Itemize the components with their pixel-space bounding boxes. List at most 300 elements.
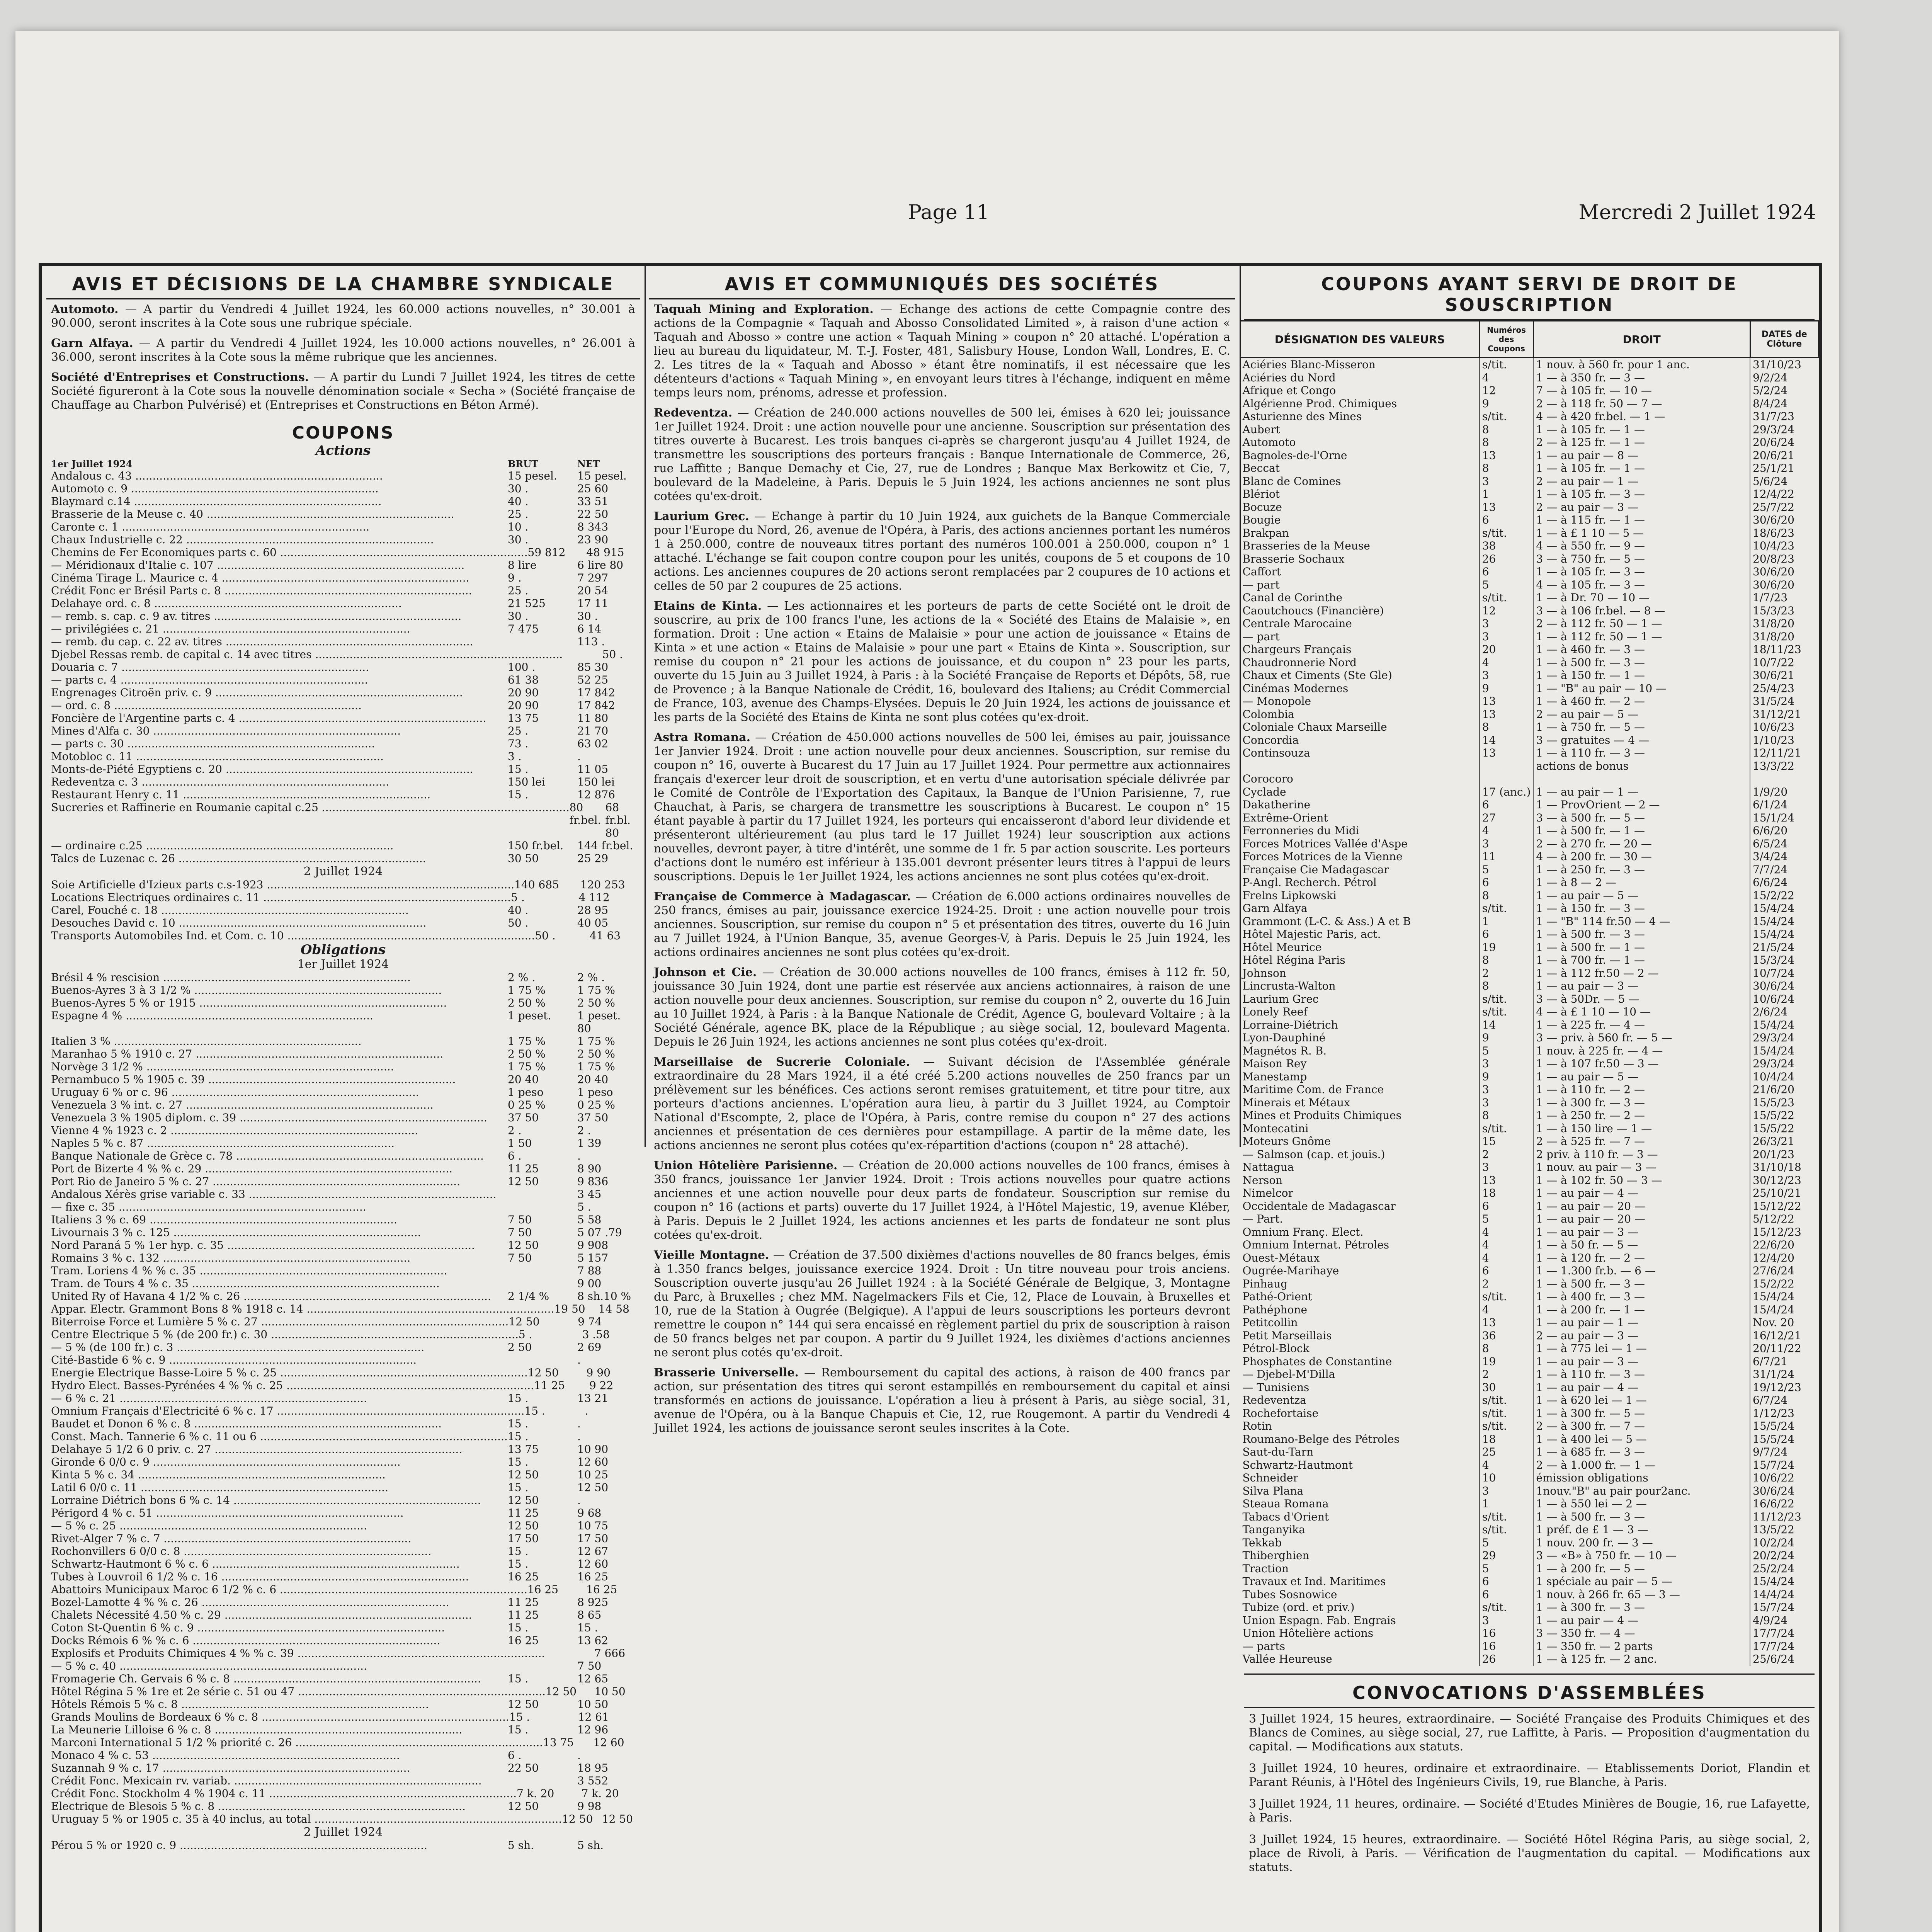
list-item	[42, 1354, 645, 1366]
cell-date: 4/9/24	[1750, 1614, 1818, 1627]
table-row	[1240, 1303, 1819, 1316]
table-row	[1240, 1005, 1819, 1019]
cell-coupon: 6	[1480, 798, 1534, 811]
cell-date: 15/4/24	[1750, 1044, 1818, 1058]
cell-coupon: 27	[1480, 811, 1534, 825]
cell-date: 31/8/20	[1750, 617, 1818, 630]
item-brut: 25 .	[508, 724, 529, 737]
avis-paragraph	[645, 596, 1240, 728]
cell-designation: Tabacs d'Orient	[1242, 1510, 1329, 1523]
item-net: 6 14	[577, 622, 602, 635]
item-net: 10 90	[577, 1443, 609, 1456]
cell-droit: 1 — à 350 fr. — 3 —	[1533, 371, 1750, 384]
cell-droit: 4 — à 420 fr.bel. — 1 —	[1533, 410, 1750, 423]
item-brut: 12 50	[508, 1494, 539, 1507]
item-net: 2 % .	[577, 971, 605, 984]
item-name: — 5 % (de 100 fr.) c. 3 ........................................................................	[51, 1341, 425, 1354]
table-row	[1240, 850, 1819, 863]
list-item	[42, 1111, 645, 1124]
cell-designation: Rotin	[1242, 1420, 1272, 1432]
main-frame	[39, 263, 1822, 1932]
cell-coupon: 13	[1480, 747, 1534, 760]
item-name: Crédit Fonc er Brésil Parts c. 8 ........................................................................	[51, 584, 472, 597]
list-item	[42, 1456, 645, 1468]
list-item	[42, 1048, 645, 1060]
list-item	[42, 724, 645, 737]
item-net: 144 fr.bel.	[577, 839, 633, 852]
cell-designation: Nattagua	[1242, 1161, 1294, 1173]
cell-date: 17/7/24	[1750, 1640, 1818, 1653]
table-row	[1240, 358, 1819, 371]
item-brut: 61 38	[508, 673, 539, 686]
item-brut: 17 50	[508, 1532, 539, 1545]
page-header	[39, 201, 1816, 232]
item-net: 7 666	[594, 1647, 626, 1660]
table-row	[1240, 475, 1819, 488]
table-row	[1240, 1471, 1819, 1485]
item-net: 20 54	[577, 584, 609, 597]
item-name: Norvège 3 1/2 % ........................................................................	[51, 1060, 394, 1073]
cell-droit: 3 — à 750 fr. — 5 —	[1533, 553, 1750, 566]
list-item	[42, 1519, 645, 1532]
list-item	[42, 904, 645, 917]
item-net: 2 69	[577, 1341, 602, 1354]
cell-designation: Algérienne Prod. Chimiques	[1242, 397, 1397, 410]
table-row	[1240, 954, 1819, 967]
cell-date: 15/7/24	[1750, 1459, 1818, 1472]
cell-coupon: 6	[1480, 1575, 1534, 1588]
avis-text: — A partir du Lundi 7 Juillet 1924, les titres de cette Société figureront à la Cote sous la nouvelle dénomination sociale « Secha » (Société française de Chauffage au Charbon Pulvérisé) et (Entreprises et Constructions en Béton Armé).	[51, 371, 635, 412]
list-item	[42, 763, 645, 776]
list-item	[42, 699, 645, 712]
item-net: 13 62	[577, 1634, 609, 1647]
cell-date: 11/12/23	[1750, 1510, 1818, 1524]
cell-designation: Steaua Romana	[1242, 1497, 1329, 1510]
cell-coupon: 26	[1480, 553, 1534, 566]
cell-coupon: 4	[1480, 1238, 1534, 1252]
cell-droit: 4 — à £ 1 10 — 10 —	[1533, 1005, 1750, 1019]
item-net: 5 157	[577, 1252, 609, 1264]
item-name: Italien 3 % ........................................................................	[51, 1035, 362, 1048]
cell-droit: 1 — à 400 fr. — 3 —	[1533, 1290, 1750, 1303]
item-brut: 11 25	[534, 1379, 565, 1392]
item-name: Grands Moulins de Bordeaux 6 % c. 8 ........................................................................	[51, 1711, 509, 1723]
cell-date: 15/2/22	[1750, 1277, 1818, 1291]
cell-date: 31/12/21	[1750, 708, 1818, 721]
list-item	[42, 1162, 645, 1175]
item-net: 11 05	[577, 763, 609, 776]
cell-date: 15/3/24	[1750, 954, 1818, 967]
cell-date: 25/2/24	[1750, 1562, 1818, 1575]
table-row	[1240, 371, 1819, 384]
cell-coupon: 19	[1480, 941, 1534, 954]
cell-date: 5/12/22	[1750, 1213, 1818, 1226]
cell-designation: Brasserie Sochaux	[1242, 552, 1345, 565]
item-name: Fromagerie Ch. Gervais 6 % c. 8 ........................................................................	[51, 1672, 481, 1685]
cell-date: 3/4/24	[1750, 850, 1818, 863]
cell-date: 10/7/24	[1750, 967, 1818, 980]
list-item	[42, 852, 645, 865]
cell-droit: 1 — à 150 fr. — 1 —	[1533, 669, 1750, 682]
convocation-item: 3 Juillet 1924, 15 heures, extraordinaire. — Société Hôtel Régina Paris, au siège social, 2, place de Rivoli, à Paris. — Vérification de l'augmentation du capital. — Modifications aux statuts.	[1249, 1832, 1810, 1874]
item-net: 7 k. 20	[581, 1787, 619, 1800]
cell-designation: Corocoro	[1242, 772, 1293, 785]
cell-coupon: 5	[1480, 1213, 1534, 1226]
cell-droit: 1 — à 107 fr.50 — 3 —	[1533, 1057, 1750, 1070]
cell-date: 6/7/24	[1750, 1394, 1818, 1407]
cell-designation: — parts	[1242, 1639, 1286, 1653]
item-name: Centre Electrique 5 % (de 200 fr.) c. 30 ........................................................................	[51, 1328, 519, 1341]
table-row	[1240, 384, 1819, 397]
item-name: Chalets Nécessité 4.50 % c. 29 ........................................................................	[51, 1609, 472, 1621]
item-brut: 8 lire	[508, 559, 537, 571]
cell-droit: 1 — à 250 fr. — 3 —	[1533, 863, 1750, 876]
cell-droit: 1 — ProvOrient — 2 —	[1533, 798, 1750, 811]
item-net: 4 112	[578, 891, 610, 904]
item-brut: 15 .	[508, 1481, 529, 1494]
item-net: 17 11	[577, 597, 609, 610]
table-row	[1240, 488, 1819, 501]
item-net: 113 .	[577, 635, 605, 648]
list-item	[42, 1417, 645, 1430]
cell-coupon: 36	[1480, 1329, 1534, 1342]
cell-coupon: 4	[1480, 371, 1534, 384]
item-name: — 6 % c. 21 ........................................................................	[51, 1392, 367, 1405]
cell-droit: 1 — au pair — 1 —	[1533, 1316, 1750, 1329]
cell-designation: Blanc de Comines	[1242, 474, 1341, 488]
cell-date: 6/6/20	[1750, 824, 1818, 837]
list-item	[42, 1239, 645, 1252]
table-row	[1240, 436, 1819, 449]
table-row	[1240, 514, 1819, 527]
item-brut: 73 .	[508, 737, 529, 750]
cell-coupon: 4	[1480, 824, 1534, 837]
newspaper-page	[15, 31, 1839, 1932]
item-brut: 13 75	[543, 1736, 574, 1749]
cell-coupon: 3	[1480, 837, 1534, 850]
list-item	[42, 1787, 645, 1800]
cell-droit: 2 — au pair — 3 —	[1533, 1329, 1750, 1342]
cell-droit: 1 — à 685 fr. — 3 —	[1533, 1446, 1750, 1459]
table-row	[1240, 1329, 1819, 1342]
item-name: Romains 3 % c. 132 ........................................................................	[51, 1252, 411, 1264]
coupons-actions-list	[42, 469, 645, 865]
list-item	[42, 929, 645, 942]
convocation-item: 3 Juillet 1924, 10 heures, ordinaire et extraordinaire. — Etablissements Doriot, Flandin et Parant Réunis, à l'Hôtel des Ingénieurs Civils, 19, rue Blanche, à Paris.	[1249, 1761, 1810, 1789]
item-brut: 2 1/4 %	[508, 1290, 549, 1303]
table-row	[1240, 656, 1819, 669]
cell-designation: Thiberghien	[1242, 1549, 1310, 1562]
item-brut: 13 75	[508, 1443, 539, 1456]
cell-date: 20/6/21	[1750, 449, 1818, 462]
list-item	[42, 533, 645, 546]
item-brut: 12 50	[508, 1175, 539, 1188]
item-net: 17 842	[577, 686, 615, 699]
item-net: 9 90	[586, 1366, 611, 1379]
list-item	[42, 1073, 645, 1086]
table-row	[1240, 682, 1819, 695]
list-item	[42, 1252, 645, 1264]
item-name: Restaurant Henry c. 11 ........................................................................	[51, 788, 431, 801]
cell-droit: 1 — au pair — 1 —	[1533, 786, 1750, 799]
cell-coupon: 10	[1480, 1471, 1534, 1485]
cell-designation: Forces Motrices Vallée d'Aspe	[1242, 837, 1408, 850]
cell-designation: — Djebel-M'Dilla	[1242, 1368, 1335, 1381]
cell-designation: Travaux et Ind. Maritimes	[1242, 1575, 1386, 1588]
cell-designation: Schneider	[1242, 1471, 1298, 1484]
cell-date: 30/12/23	[1750, 1174, 1818, 1187]
cell-designation: Automoto	[1242, 436, 1296, 449]
list-item	[42, 1481, 645, 1494]
list-item	[42, 1201, 645, 1213]
societe-paragraphs	[645, 299, 1240, 1439]
cell-coupon: 3	[1480, 1096, 1534, 1109]
item-brut: 2 50 %	[508, 997, 546, 1009]
cell-coupon: 9	[1480, 1031, 1534, 1044]
table-row	[1240, 1277, 1819, 1291]
item-brut: 5 .	[518, 1328, 532, 1341]
cell-coupon: s/tit.	[1480, 1420, 1534, 1433]
net-label: NET	[577, 458, 600, 469]
item-name: Pérou 5 % or 1920 c. 9 ........................................................................	[51, 1839, 427, 1852]
cell-date: 9/2/24	[1750, 371, 1818, 384]
item-brut: 150 fr.bel.	[508, 839, 564, 852]
item-brut: 12 50	[508, 1239, 539, 1252]
item-name: Electrique de Blesois 5 % c. 8 ........................................................................	[51, 1800, 466, 1813]
list-item	[42, 1685, 645, 1698]
cell-designation: Rochefortaise	[1242, 1406, 1319, 1420]
cell-date: 1/9/20	[1750, 786, 1818, 799]
cell-droit: 1 — au pair — 20 —	[1533, 1200, 1750, 1213]
avis-lead: Vieille Montagne.	[654, 1248, 769, 1262]
item-name: Biterroise Force et Lumière 5 % c. 27 ........................................................................	[51, 1315, 509, 1328]
list-item	[42, 801, 645, 839]
cell-coupon: 25	[1480, 1446, 1534, 1459]
item-brut: 20 90	[508, 699, 539, 712]
cell-droit: 2 — à 125 fr. — 1 —	[1533, 436, 1750, 449]
item-brut: 13 75	[508, 712, 539, 724]
table-row	[1240, 539, 1819, 553]
th-droit: DROIT	[1533, 321, 1750, 358]
cell-droit: 1 nouv. au pair — 3 —	[1533, 1161, 1750, 1174]
list-item	[42, 1379, 645, 1392]
cell-date: 12/11/21	[1750, 747, 1818, 760]
item-net: 37 50	[577, 1111, 609, 1124]
cell-date: 29/3/24	[1750, 423, 1818, 436]
item-name: La Meunerie Lilloise 6 % c. 8 ........................................................................	[51, 1723, 463, 1736]
item-name: Périgord 4 % c. 51 ........................................................................	[51, 1507, 404, 1519]
item-name: Rivet-Alger 7 % c. 7 ........................................................................	[51, 1532, 412, 1545]
item-brut: 15 .	[508, 1723, 529, 1736]
avis-text: — Echange des actions de cette Compagnie contre des actions de la Compagnie « Taquah and Abosso Consolidated Limited », à raison d'une action « Taquah and Abosso » contre une action « Taquah Mining » coupon n° 20 attaché. L'opération a lieu au bureau du liquidateur, M. T.-J. Foster, 481, Salisbury House, London Wall, Londres, E. C. 2. Les titres de la « Taquah and Abosso » étant être nominatifs, il est nécessaire que les détenteurs d'actions « Taquah Mining », en envoyant leurs titres à l'échange, indiquent en même temps leurs nom, prénoms, adresse et profession.	[654, 303, 1230, 400]
item-name: Desouches David c. 10 ........................................................................	[51, 917, 427, 929]
column-avis-societes	[645, 266, 1241, 1435]
item-brut: 1 75 %	[508, 1060, 546, 1073]
item-net: 2 .	[577, 1124, 591, 1137]
table-row	[1240, 967, 1819, 980]
table-row	[1240, 1485, 1819, 1498]
item-net: 1 75 %	[577, 1035, 615, 1048]
cell-designation: Lorraine-Diétrich	[1242, 1018, 1338, 1031]
item-brut: 100 .	[508, 661, 536, 673]
item-net: 1 39	[577, 1137, 602, 1150]
item-brut: 12 50	[508, 1800, 539, 1813]
cell-droit: 1 — à 125 fr. — 2 anc.	[1533, 1653, 1750, 1666]
cell-designation: Chaux et Ciments (Ste Gle)	[1242, 669, 1392, 682]
cell-designation: Laurium Grec	[1242, 992, 1319, 1005]
item-brut: 21 525	[508, 597, 546, 610]
table-row	[1240, 1510, 1819, 1524]
item-net: 2 50 %	[577, 1048, 615, 1060]
item-brut: 12 50	[508, 1698, 539, 1711]
cell-date: 17/7/24	[1750, 1627, 1818, 1640]
item-net: 7 50	[577, 1660, 602, 1672]
table-row	[1240, 708, 1819, 721]
item-net: 48 915	[586, 546, 624, 559]
table-row	[1240, 578, 1819, 592]
list-item	[42, 997, 645, 1009]
list-item	[42, 1213, 645, 1226]
cell-date: 10/7/22	[1750, 656, 1818, 669]
cell-date: 6/7/21	[1750, 1355, 1818, 1368]
cell-designation: Aciéries du Nord	[1242, 371, 1336, 384]
cell-date: 29/3/24	[1750, 1031, 1818, 1044]
cell-date: 15/4/24	[1750, 1575, 1818, 1588]
item-name: — fixe c. 35 ........................................................................	[51, 1201, 366, 1213]
list-item	[42, 971, 645, 984]
cell-droit: 3 — 350 fr. — 4 —	[1533, 1627, 1750, 1640]
cell-coupon: 6	[1480, 1200, 1534, 1213]
avis-paragraph	[645, 1156, 1240, 1245]
item-brut: 16 25	[508, 1634, 539, 1647]
cell-designation: Continsouza	[1242, 747, 1310, 759]
cell-coupon: 11	[1480, 850, 1534, 863]
table-row	[1240, 1226, 1819, 1239]
item-brut: 20 90	[508, 686, 539, 699]
cell-coupon: 16	[1480, 1627, 1534, 1640]
avis-lead: Redeventza.	[654, 406, 733, 420]
item-name: Hôtels Rémois 5 % c. 8 ........................................................................	[51, 1698, 429, 1711]
item-name: Pernambuco 5 % 1905 c. 39 ........................................................................	[51, 1073, 456, 1086]
avis-lead: Française de Commerce à Madagascar.	[654, 890, 911, 903]
item-brut: 40 .	[508, 495, 529, 508]
date-label: 2 Juillet 1924	[303, 1825, 383, 1839]
item-brut: 20 40	[508, 1073, 539, 1086]
cell-droit: 1 — à 8 — 2 —	[1533, 876, 1750, 889]
item-brut: 7 475	[508, 622, 539, 635]
cell-droit: 1 — au pair — 5 —	[1533, 1070, 1750, 1083]
cell-coupon: 5	[1480, 1562, 1534, 1575]
item-brut: 5 sh.	[508, 1839, 534, 1852]
cell-coupon: 8	[1480, 721, 1534, 734]
item-net: 20 40	[577, 1073, 609, 1086]
cell-droit: 1nouv."B" au pair pour2anc.	[1533, 1485, 1750, 1498]
item-net: 9 68	[577, 1507, 602, 1519]
cell-date: 15/3/23	[1750, 604, 1818, 617]
cell-coupon: 20	[1480, 643, 1534, 656]
list-item	[42, 1341, 645, 1354]
item-name: Energie Electrique Basse-Loire 5 % c. 25 ........................................................................	[51, 1366, 528, 1379]
cell-date: 12/4/22	[1750, 488, 1818, 501]
cell-designation: Occidentale de Madagascar	[1242, 1199, 1396, 1213]
cell-date: 31/5/24	[1750, 695, 1818, 708]
cell-date: 1/10/23	[1750, 734, 1818, 747]
list-item	[42, 1660, 645, 1672]
item-name: Suzannah 9 % c. 17 ........................................................................	[51, 1762, 410, 1774]
list-item	[42, 469, 645, 482]
list-item	[42, 1570, 645, 1583]
cell-coupon: 13	[1480, 1316, 1534, 1329]
list-item	[42, 891, 645, 904]
item-name: Schwartz-Hautmont 6 % c. 6 ........................................................................	[51, 1558, 460, 1570]
list-item	[42, 776, 645, 788]
table-row	[1240, 1601, 1819, 1614]
item-net: .	[577, 1417, 581, 1430]
cell-date: 7/7/24	[1750, 863, 1818, 876]
item-name: Chaux Industrielle c. 22 ........................................................................	[51, 533, 434, 546]
avis-paragraph	[42, 299, 645, 333]
item-brut: 150 lei	[508, 776, 545, 788]
cell-coupon: 6	[1480, 514, 1534, 527]
cell-coupon	[1480, 772, 1534, 786]
column-coupons-droit	[1240, 266, 1819, 1874]
list-item	[42, 1468, 645, 1481]
cell-date: 31/8/20	[1750, 630, 1818, 643]
item-name: Nord Paraná 5 % 1er hyp. c. 35 ........................................................................	[51, 1239, 475, 1252]
item-brut	[508, 1264, 577, 1277]
list-item	[42, 495, 645, 508]
avis-text: — Création de 240.000 actions nouvelles de 500 lei, émises à 620 lei; jouissance 1er Juillet 1924. Droit : une action nouvelle pour une ancienne. Souscription sur présentation des titres ouverte à Bucarest. Les trois banques ci-après se chargeront jusqu'au 4 Juillet 1924, de transmettre les souscriptions des porteurs français : Banque Internationale de Commerce, 26, rue Laffitte ; Banque Demachy et Cie, 27, rue de Londres ; Banque Max Berkowitz et Cie, 7, boulevard de la Madeleine, à Paris. Depuis le 5 Juin 1924, les actions anciennes ne sont plus cotées qu'ex-droit.	[654, 406, 1230, 503]
cell-coupon: 29	[1480, 1549, 1534, 1562]
brut-label: BRUT	[508, 458, 539, 469]
item-brut: 16 25	[527, 1583, 559, 1596]
item-brut: 15 .	[508, 1672, 529, 1685]
item-brut: 15 .	[508, 1558, 529, 1570]
cell-droit: 1 nouv. à 266 fr. 65 — 3 —	[1533, 1588, 1750, 1601]
cell-coupon: s/tit.	[1480, 993, 1534, 1006]
item-net: 12 96	[577, 1723, 609, 1736]
item-brut: 15 pesel.	[508, 469, 557, 482]
cell-date: 10/6/24	[1750, 993, 1818, 1006]
item-name: — parts c. 30 ........................................................................	[51, 737, 375, 750]
list-item	[42, 1392, 645, 1405]
item-name: — 5 % c. 40 ........................................................................	[51, 1660, 367, 1672]
table-row	[1240, 1096, 1819, 1109]
table-row	[1240, 928, 1819, 941]
cell-date: 30/6/21	[1750, 669, 1818, 682]
item-net: .	[577, 750, 581, 763]
cell-coupon: 4	[1480, 656, 1534, 669]
item-name: Coton St-Quentin 6 % c. 9 ........................................................................	[51, 1621, 445, 1634]
avis-lead: Astra Romana.	[654, 731, 751, 744]
item-net: 14 58	[598, 1303, 629, 1315]
cell-coupon: s/tit.	[1480, 591, 1534, 604]
list-item	[42, 571, 645, 584]
cell-date: 8/4/24	[1750, 397, 1818, 410]
cell-droit: 1 — à 400 lei — 5 —	[1533, 1433, 1750, 1446]
cell-coupon: 4	[1480, 1303, 1534, 1316]
list-item	[42, 1621, 645, 1634]
cell-droit: 1 — à 460 fr. — 3 —	[1533, 643, 1750, 656]
table-row	[1240, 1342, 1819, 1355]
date-label: 1er Juillet 1924	[297, 957, 389, 971]
list-item	[42, 1698, 645, 1711]
cell-coupon: 13	[1480, 1174, 1534, 1187]
item-name: Baudet et Donon 6 % c. 8 ........................................................................	[51, 1417, 442, 1430]
item-net: 6 lire 80	[577, 559, 624, 571]
table-row	[1240, 669, 1819, 682]
cell-designation: Aciéries Blanc-Misseron	[1242, 358, 1376, 371]
